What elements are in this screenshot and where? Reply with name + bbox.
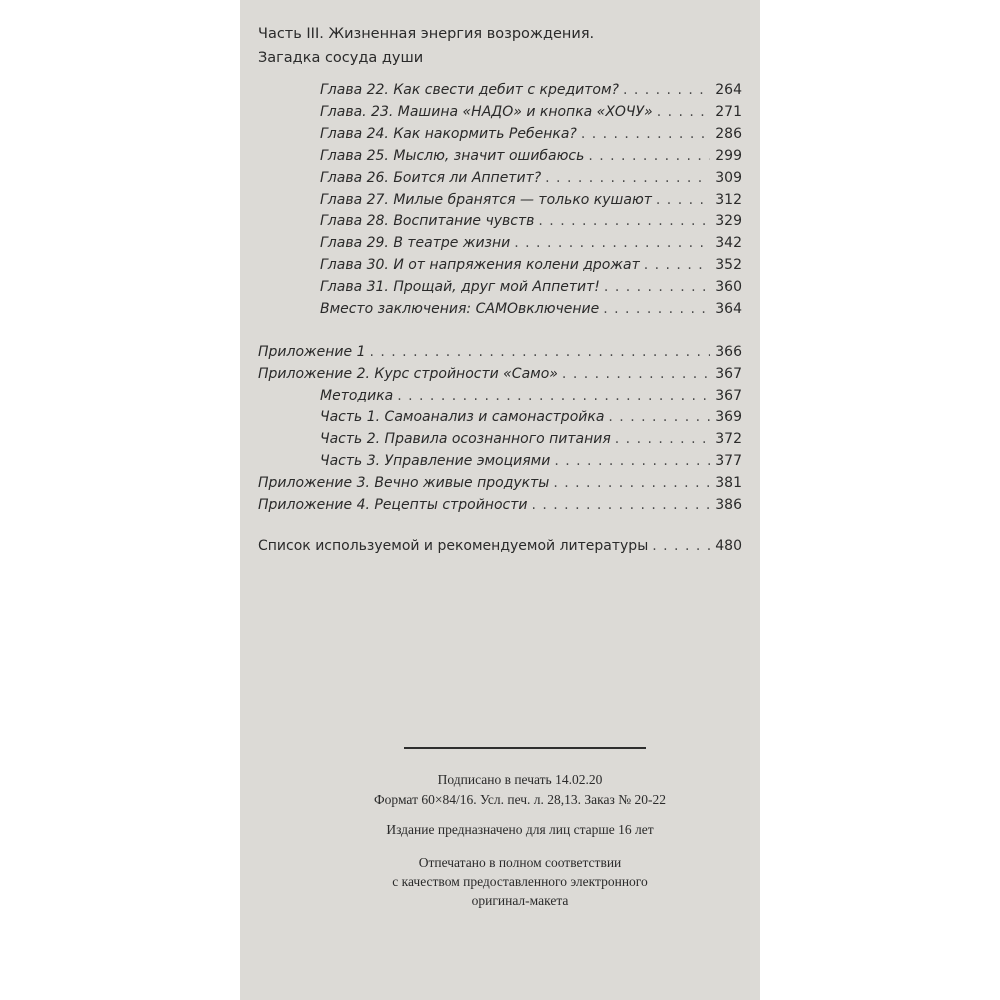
dot-leader xyxy=(531,494,710,516)
toc-entry-title: Глава 27. Милые бранятся — только кушают xyxy=(320,192,652,208)
toc-entry-page: 352 xyxy=(715,257,742,273)
toc-entry-appendix-3[interactable] xyxy=(258,472,742,494)
toc-entry-page: 342 xyxy=(715,235,742,251)
dot-leader xyxy=(652,535,710,557)
dot-leader xyxy=(604,276,710,298)
toc-entry-title: Глава. 23. Машина «НАДО» и кнопка «ХОЧУ» xyxy=(320,104,653,120)
part-heading-line-1: Часть III. Жизненная энергия возрождения. xyxy=(258,26,595,42)
toc-entry-chapter-29[interactable] xyxy=(320,232,742,254)
dot-leader xyxy=(656,189,710,211)
toc-entry-page: 369 xyxy=(715,409,742,425)
toc-entry-page: 271 xyxy=(715,104,742,120)
dot-leader xyxy=(623,79,710,101)
toc-entry-appendix-part-3[interactable] xyxy=(320,450,742,472)
toc-entry-page: 377 xyxy=(715,453,742,469)
toc-entry-page: 480 xyxy=(715,538,742,554)
toc-entry-chapter-25[interactable] xyxy=(320,145,742,167)
toc-entry-title: Глава 31. Прощай, друг мой Аппетит! xyxy=(320,279,600,295)
toc-entry-title: Приложение 2. Курс стройности «Само» xyxy=(258,366,558,382)
toc-entry-chapter-23[interactable] xyxy=(320,101,742,123)
table-of-contents xyxy=(240,0,760,560)
dot-leader xyxy=(657,101,710,123)
dot-leader xyxy=(397,385,710,407)
dot-leader xyxy=(603,298,710,320)
toc-entry-page: 309 xyxy=(715,170,742,186)
toc-entry-title: Глава 22. Как свести дебит с кредитом? xyxy=(320,82,619,98)
toc-entry-chapter-28[interactable] xyxy=(320,210,742,232)
toc-entry-title: Список используемой и рекомендуемой литературы xyxy=(258,538,649,554)
imprint-age-rating: Издание предназначено для лиц старше 16 лет xyxy=(386,822,654,837)
toc-entry-appendix-part-1[interactable] xyxy=(320,406,742,428)
toc-entry-title: Вместо заключения: САМОвключение xyxy=(320,301,600,317)
toc-entry-page: 329 xyxy=(715,213,742,229)
toc-entry-appendix-part-2[interactable] xyxy=(320,428,742,450)
part-heading-line-2: Загадка сосуда души xyxy=(258,50,424,66)
toc-entry-page: 372 xyxy=(715,431,742,447)
toc-entry-title: Глава 25. Мыслю, значит ошибаюсь xyxy=(320,148,585,164)
divider-rule xyxy=(404,747,646,749)
toc-entry-bibliography[interactable] xyxy=(258,535,742,557)
toc-entry-page: 364 xyxy=(715,301,742,317)
toc-entry-page: 360 xyxy=(715,279,742,295)
imprint-signed-date: Подписано в печать 14.02.20 xyxy=(437,772,603,787)
toc-entry-page: 312 xyxy=(715,192,742,208)
toc-entry-title: Глава 29. В театре жизни xyxy=(320,235,511,251)
toc-entry-page: 299 xyxy=(715,148,742,164)
toc-entry-page: 386 xyxy=(715,497,742,513)
toc-entry-title: Приложение 1 xyxy=(258,344,366,360)
toc-entry-chapter-31[interactable] xyxy=(320,276,742,298)
toc-entry-title: Приложение 4. Рецепты стройности xyxy=(258,497,528,513)
dot-leader xyxy=(545,167,710,189)
toc-entry-title: Глава 30. И от напряжения колени дрожат xyxy=(320,257,640,273)
imprint-printed-line-2: с качеством предоставленного электронного xyxy=(392,874,648,889)
book-page xyxy=(240,0,760,1000)
toc-entry-method[interactable] xyxy=(320,385,742,407)
dot-leader xyxy=(562,363,710,385)
toc-entry-title: Приложение 3. Вечно живые продукты xyxy=(258,475,550,491)
toc-entry-chapter-26[interactable] xyxy=(320,167,742,189)
toc-entry-appendix-1[interactable] xyxy=(258,341,742,363)
imprint-format: Формат 60×84/16. Усл. печ. л. 28,13. Заказ № 20-22 xyxy=(374,792,666,807)
dot-leader xyxy=(369,341,710,363)
dot-leader xyxy=(514,232,710,254)
toc-entry-title: Часть 2. Правила осознанного питания xyxy=(320,431,611,447)
toc-entry-appendix-2[interactable] xyxy=(258,363,742,385)
toc-entry-title: Часть 3. Управление эмоциями xyxy=(320,453,551,469)
dot-leader xyxy=(615,428,710,450)
imprint-printed-line-1: Отпечатано в полном соответствии xyxy=(418,855,622,870)
dot-leader xyxy=(553,472,710,494)
toc-entry-title: Глава 24. Как накормить Ребенка? xyxy=(320,126,577,142)
dot-leader xyxy=(581,123,710,145)
toc-entry-title: Методика xyxy=(320,388,394,404)
toc-entry-title: Часть 1. Самоанализ и самонастройка xyxy=(320,409,605,425)
dot-leader xyxy=(554,450,710,472)
dot-leader xyxy=(608,406,710,428)
toc-entry-chapter-30[interactable] xyxy=(320,254,742,276)
toc-entry-page: 367 xyxy=(715,366,742,382)
toc-entry-page: 264 xyxy=(715,82,742,98)
dot-leader xyxy=(588,145,710,167)
imprint-printed-line-3: оригинал-макета xyxy=(471,893,569,908)
toc-entry-chapter-27[interactable] xyxy=(320,189,742,211)
toc-entry-title: Глава 26. Боится ли Аппетит? xyxy=(320,170,542,186)
dot-leader xyxy=(644,254,710,276)
toc-entry-title: Глава 28. Воспитание чувств xyxy=(320,213,535,229)
toc-entry-chapter-22[interactable] xyxy=(320,79,742,101)
dot-leader xyxy=(538,210,710,232)
toc-entry-page: 286 xyxy=(715,126,742,142)
toc-entry-page: 366 xyxy=(715,344,742,360)
toc-entry-page: 367 xyxy=(715,388,742,404)
toc-entry-page: 381 xyxy=(715,475,742,491)
toc-entry-appendix-4[interactable] xyxy=(258,494,742,516)
toc-entry-conclusion[interactable] xyxy=(320,298,742,320)
toc-entry-chapter-24[interactable] xyxy=(320,123,742,145)
